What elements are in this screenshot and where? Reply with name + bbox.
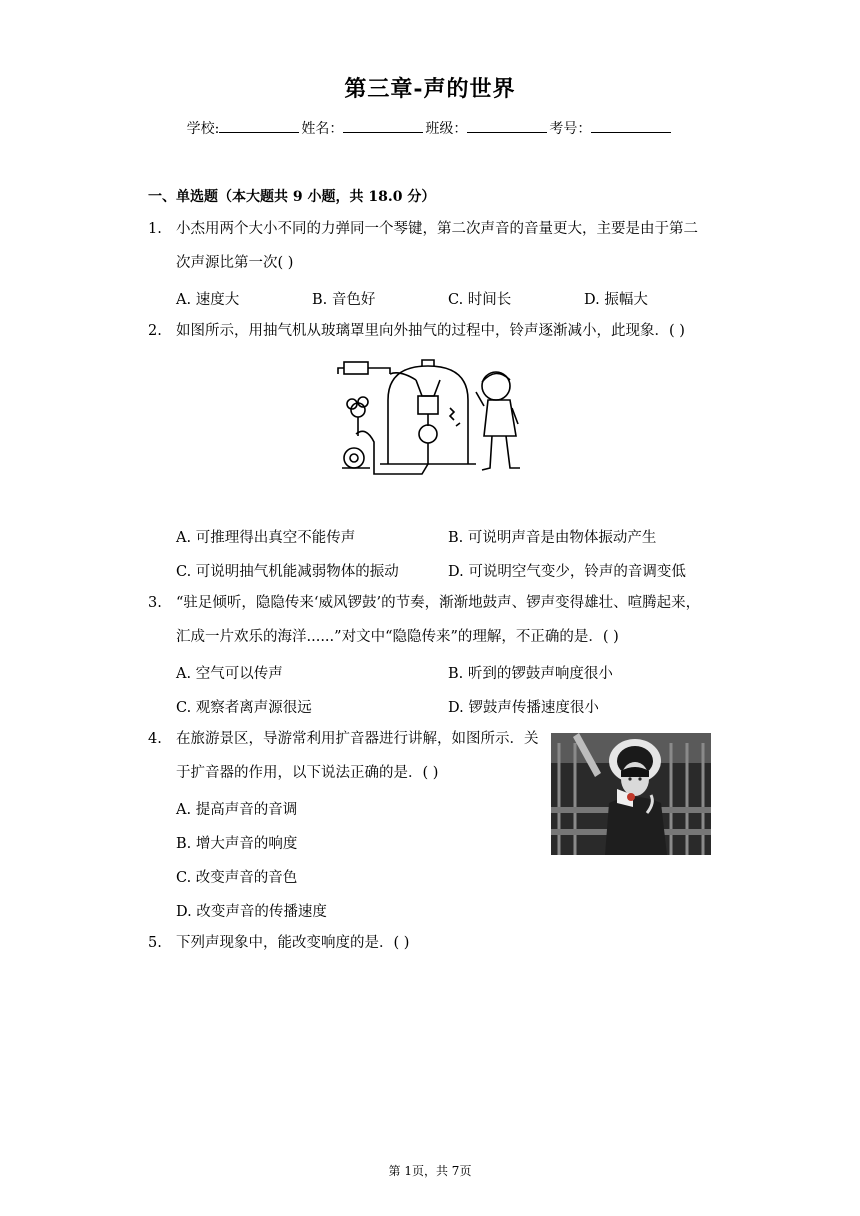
student-info-line [0,118,860,138]
option-a[interactable]: A. 速度大 [176,292,240,308]
tour-guide-photo [551,733,711,855]
school-label: 学校: [186,121,220,137]
option-b[interactable]: B. 可说明声音是由物体振动产生 [448,530,657,546]
class-label: 班级： [425,121,468,137]
name-blank[interactable] [343,120,423,133]
question-text: 次声源比第一次( ) [176,255,294,271]
question-text: 如图所示，用抽气机从玻璃罩里向外抽气的过程中，铃声逐渐减小，此现象．( ) [176,323,685,339]
question-text: 小杰用两个大小不同的力弹同一个琴键，第二次声音的音量更大，主要是由于第二 [176,221,698,237]
school-blank[interactable] [219,120,299,133]
option-c[interactable]: C. 时间长 [448,292,512,308]
option-d[interactable]: D. 改变声音的传播速度 [176,904,327,920]
option-c[interactable]: C. 可说明抽气机能减弱物体的振动 [176,564,399,580]
option-c[interactable]: C. 改变声音的音色 [176,870,298,886]
section-title: 一、单选题（本大题共 9 小题，共 18.0 分） [148,189,436,205]
exam-no-blank[interactable] [591,120,671,133]
question-text: “驻足倾听，隐隐传来‘威风锣鼓’的节奏，渐渐地鼓声、锣声变得雄壮、喧腾起来， [176,595,701,611]
question-text: 于扩音器的作用，以下说法正确的是．( ) [176,765,439,781]
exam-no-label: 考号： [549,121,592,137]
page-number: 第 1页，共 7页 [388,1164,472,1178]
vacuum-bell-figure [330,356,530,486]
option-c[interactable]: C. 观察者离声源很远 [176,700,312,716]
option-b[interactable]: B. 音色好 [312,292,376,308]
page-title: 第三章-声的世界 [344,76,516,102]
question-text: 在旅游景区，导游常利用扩音器进行讲解，如图所示．关 [176,731,539,747]
option-d[interactable]: D. 可说明空气变少，铃声的音调变低 [448,564,686,580]
class-blank[interactable] [467,120,547,133]
option-d[interactable]: D. 锣鼓声传播速度很小 [448,700,599,716]
question-number: 5. [148,935,162,951]
option-a[interactable]: A. 可推理得出真空不能传声 [176,530,356,546]
question-number: 4. [148,731,162,747]
question-number: 2. [148,323,162,339]
option-a[interactable]: A. 空气可以传声 [176,666,283,682]
question-number: 1. [148,221,162,237]
option-b[interactable]: B. 增大声音的响度 [176,836,298,852]
option-a[interactable]: A. 提高声音的音调 [176,802,298,818]
name-label: 姓名： [301,121,344,137]
question-number: 3. [148,595,162,611]
question-text: 下列声现象中，能改变响度的是．( ) [176,935,410,951]
question-text: 汇成一片欢乐的海洋......”对文中“隐隐传来”的理解，不正确的是．( ) [176,629,619,645]
option-b[interactable]: B. 听到的锣鼓声响度很小 [448,666,613,682]
option-d[interactable]: D. 振幅大 [584,292,648,308]
